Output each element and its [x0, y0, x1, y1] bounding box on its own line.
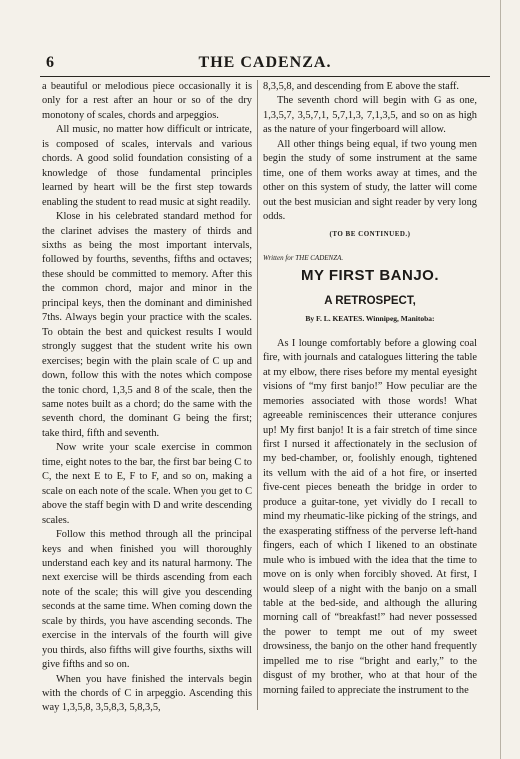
paragraph: All other things being equal, if two young men begin the study of some instrument at the same time, one of them works away at times, and the other on this system of study, the latter will come out the best musician and sight reader by very long odds. [263, 138, 477, 223]
right-column [263, 80, 477, 698]
paragraph: Now write your scale exercise in common time, eight notes to the bar, the first bar being C to C, the next E to E, F to F, and so on, making a scale on each note of the scale. When you get to C above the staff begin with D and write descending scales. [42, 442, 252, 526]
page-number: 6 [46, 54, 54, 71]
paragraph: a beautiful or melodious piece occasionally it is only for a rest after an hour or so of the dry monotony of scales, chords and arpeggios. [42, 81, 252, 121]
article-title: MY FIRST BANJO. [300, 267, 440, 285]
paragraph: 8,3,5,8, and descending from E above the staff. [263, 81, 460, 92]
paragraph: As I lounge comfortably before a glowing coal fire, with journals and catalogues littering the table at my elbow, there rises before my mental eyesight visions of “my first banjo!” How peculiar are the memories associated with those words! What agreeable reminiscences their utterance conjures up! My first banjo! It is a fair stretch of time since first I nursed it affectionately in the seclusion of my bed-chamber, or, foolishly enough, tightened its vellum with the aid of a hot fire, or inserted five-cent pieces beneath the bridge in order to produce a guitar-tone, yet vividly do I recall to mind my rheumatic-like picking of the strings, and the exasperating stiffness of the perverse left-hand fingers, each of which I likened to an obstinate mule who is imbued with the idea that the time to move on is only when forcibly shoved. At first, I would sleep of a night with the banjo on a small table at the bed-side, and although the alluring morning call of “breakfast!” had never possessed the power to tempt me out of my sweet drowsiness, the banjo on the other hand frequently impelled me to rise “bright and early,” to the disgust of my brother, who at that hour of the morning failed to appreciate the instrument to the [263, 337, 477, 696]
journal-title: THE CADENZA. [198, 54, 332, 71]
article-subtitle: A RETROSPECT, [324, 294, 416, 307]
paragraph: The seventh chord will begin with G as one, 1,3,5,7, 3,5,7,1, 5,7,1,3, 7,1,3,5, and so on as high as the nature of your fingerboard will allow. [263, 95, 477, 136]
column-divider [257, 80, 258, 710]
to-be-continued-note: (TO BE CONTINUED.) [329, 229, 411, 238]
paragraph: All music, no matter how difficult or intricate, is composed of scales, intervals and various chords. A good solid foundation consisting of a knowledge of those fundamental principles learned by heart will be the first step towards enabling the student to read music at sight readily. [42, 124, 252, 208]
paragraph: Follow this method through all the principal keys and when finished you will thoroughly understand each key and its natural harmony. The next exercise will be thirds ascending from each note of the scale; this will give you descending seconds at the same time. When coming down the scale by thirds, you have ascending seconds. The exercise in the intervals of the fourth will give you thirds, also fifths will give fourths, sixths will give fifths and so on. [42, 529, 252, 671]
written-for-credit: Written for THE CADENZA. [263, 253, 344, 262]
page-header [40, 52, 490, 74]
left-column [42, 80, 252, 716]
paragraph: When you have finished the intervals begin with the chords of C in arpeggio. Ascending this way 1,3,5,8, 3,5,8,3, 5,8,3,5, [42, 673, 252, 714]
header-rule [40, 76, 490, 77]
byline: By F. L. KEATES. Winnipeg, Manitoba: [305, 314, 435, 324]
paragraph: Klose in his celebrated standard method for the clarinet advises the mastery of thirds and sixths as being the most important intervals, followed by fourths, sevenths, fifths and octaves; these should be committed to memory. After this the common chord, major and minor in the principal keys, then the dominant and diminished 7ths. Always begin your practice with the scales. To obtain the best and quickest results I would strongly suggest that the student write his own exercises; begin with the plain scale of C up and down, follow this with the notes which compose the tonic chord, 1,3,5 and 8 of the scale, then the same notes built as a chord; do the same with the seventh chord, the dominant G being the first; take third, fifth and seventh. [42, 211, 252, 439]
binding-edge [500, 0, 501, 759]
